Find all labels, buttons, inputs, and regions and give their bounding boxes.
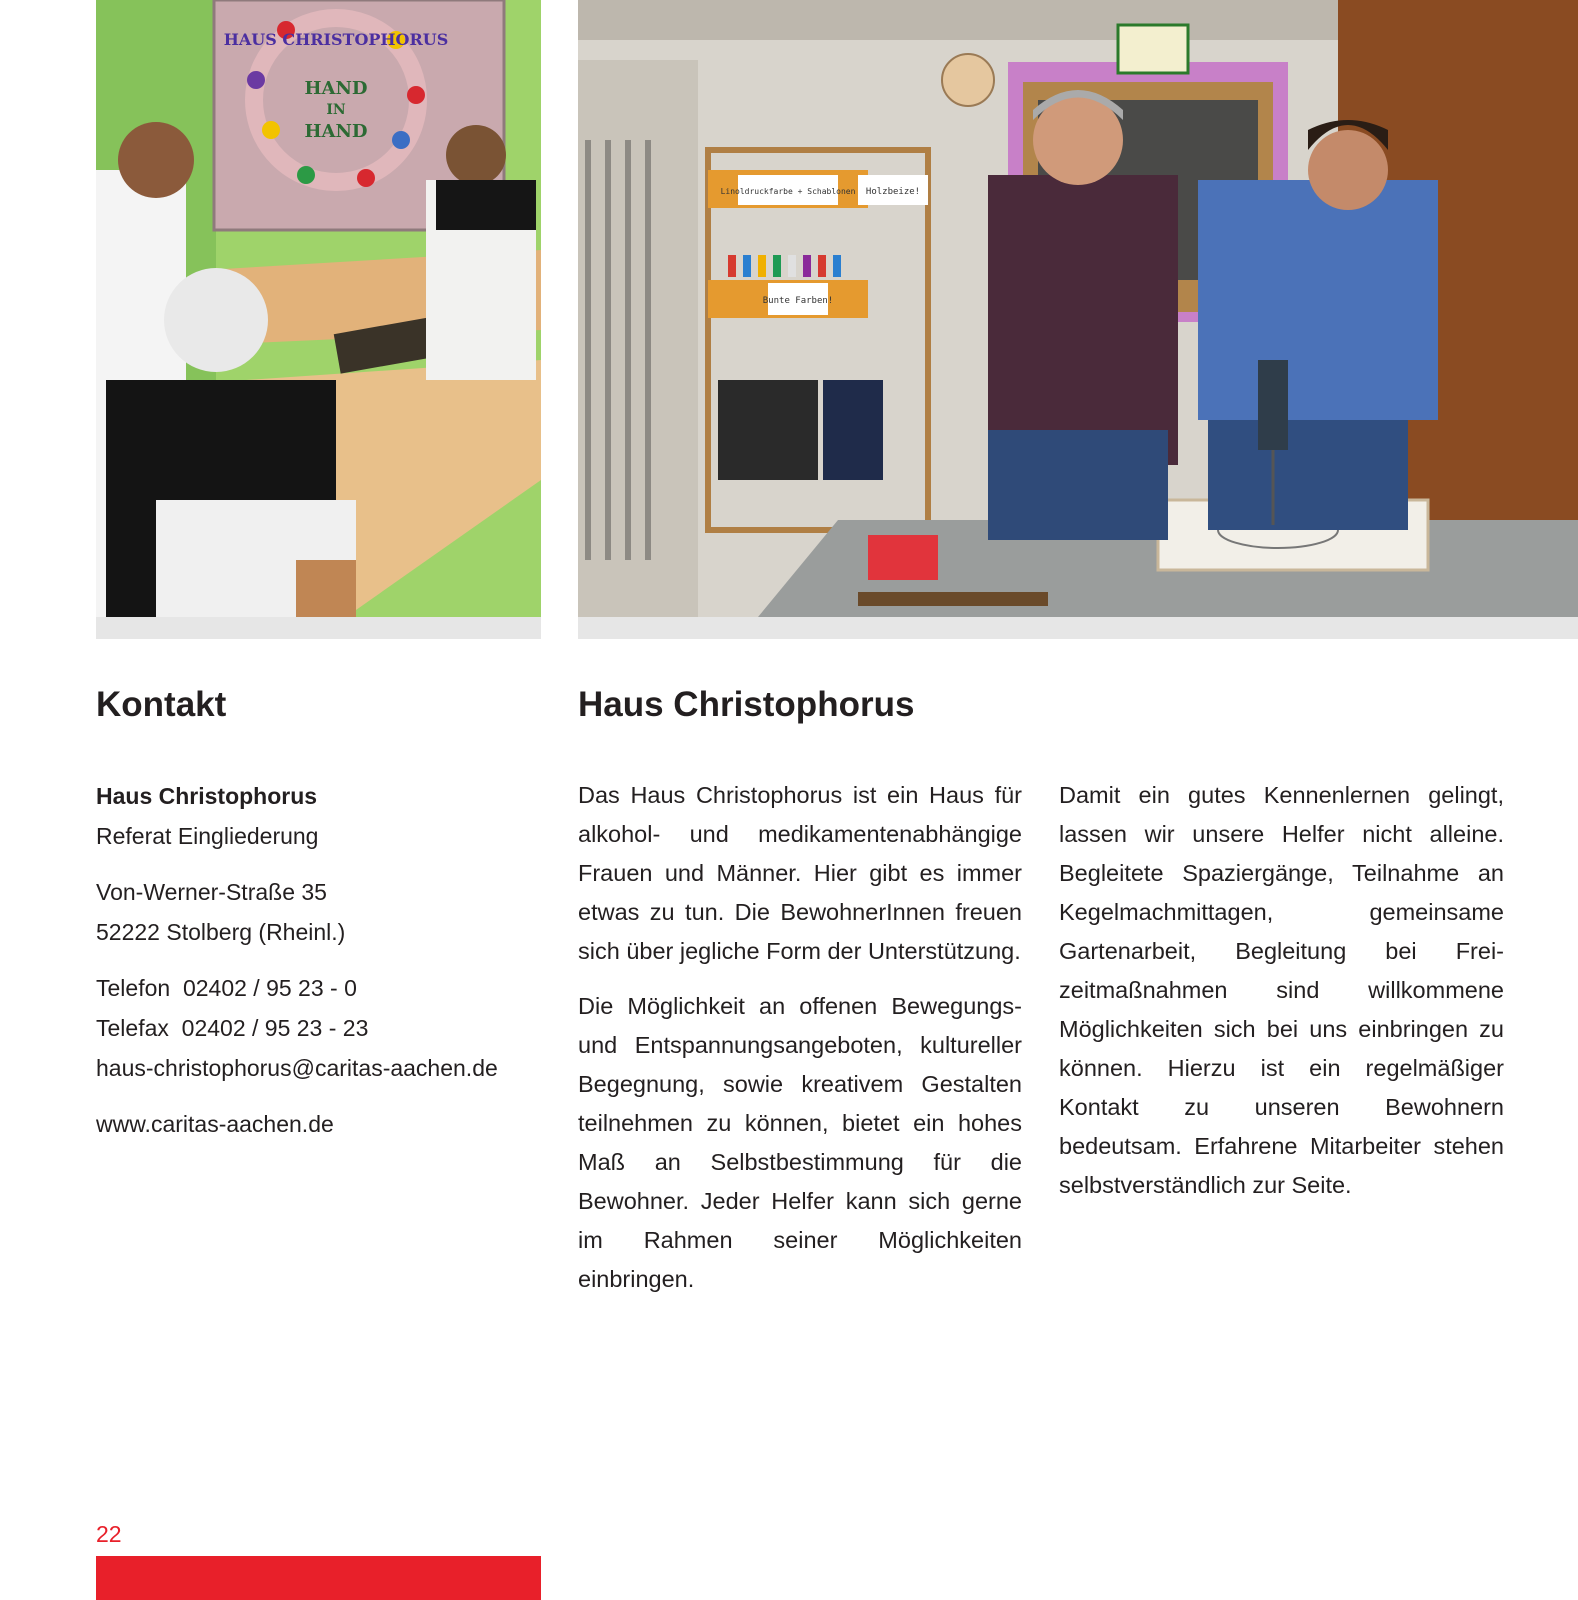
footer-red-bar: [96, 1556, 541, 1600]
contact-heading: Kontakt: [96, 685, 227, 724]
photo-activity-room: [96, 0, 541, 617]
photo-activity-room-caption-bar: [96, 617, 541, 639]
photo-activity-room-illustration: [96, 0, 541, 617]
article-column-2: [1059, 776, 1504, 1221]
photo-workshop: [578, 0, 1578, 617]
sign-line1: HAND: [304, 78, 368, 99]
label-box3: Bunte Farben!: [762, 296, 834, 306]
article-col2-paragraph-1: Damit ein gutes Kennenlernen gelingt, lassen wir unsere Helfer nicht alleine. Begleitete Spaziergänge, Teilnahme an Kegelmachmittagen, gemeinsame Gartenarbeit, Begleitung bei Freizeitmaßnahmen sind willkommene Möglichkeiten sich bei uns einbringen zu können. Hierzu ist ein regelmäßiger Kontakt zu unseren Bewohnern bedeutsam. Erfahrene Mitarbeiter stehen selbstverständlich zur Seite.: [1059, 782, 1504, 1198]
contact-block: [96, 776, 546, 1160]
photo-workshop-illustration: [578, 0, 1578, 617]
contact-org-name: Haus Christophorus: [96, 783, 318, 809]
article-heading: Haus Christophorus: [578, 685, 915, 724]
label-box2: Holzbeize!: [865, 187, 921, 197]
article-column-1: [578, 776, 1022, 1315]
article-col1-paragraph-2: Die Möglichkeit an offenen Bewegungs- und Entspannungsangeboten, kultureller Begegnung, sowie kreativem Gestalten teilnehmen zu können, bietet ein hohes Maß an Selbstbestimmung für die Bewohner. Jeder Helfer kann sich gerne im Rahmen seiner Möglichkeiten einbringen.: [578, 993, 1022, 1292]
contact-email[interactable]: haus-christophorus@caritas-aachen.de: [96, 1055, 498, 1081]
contact-department: Referat Eingliederung: [96, 823, 319, 849]
page-number: 22: [96, 1521, 122, 1547]
sign-arc-text: HAUS CHRISTOPHORUS: [223, 30, 449, 49]
contact-website[interactable]: www.caritas-aachen.de: [96, 1111, 334, 1137]
contact-city: 52222 Stolberg (Rheinl.): [96, 919, 346, 945]
contact-street: Von-Werner-Straße 35: [96, 879, 327, 905]
sign-line3: HAND: [304, 121, 368, 142]
label-box1: Linoldruckfarbe + Schablonen: [720, 187, 856, 196]
contact-phone: Telefon 02402 / 95 23 - 0: [96, 975, 357, 1001]
photo-workshop-caption-bar: [578, 617, 1578, 639]
sign-line2: IN: [326, 102, 346, 118]
contact-fax: Telefax 02402 / 95 23 - 23: [96, 1015, 369, 1041]
article-col1-paragraph-1: Das Haus Christophorus ist ein Haus für alkohol- und medikamentenabhängige Frauen und Männer. Hier gibt es immer etwas zu tun. Die BewohnerInnen freuen sich über jegliche Form der Unterstützung.: [578, 782, 1022, 964]
